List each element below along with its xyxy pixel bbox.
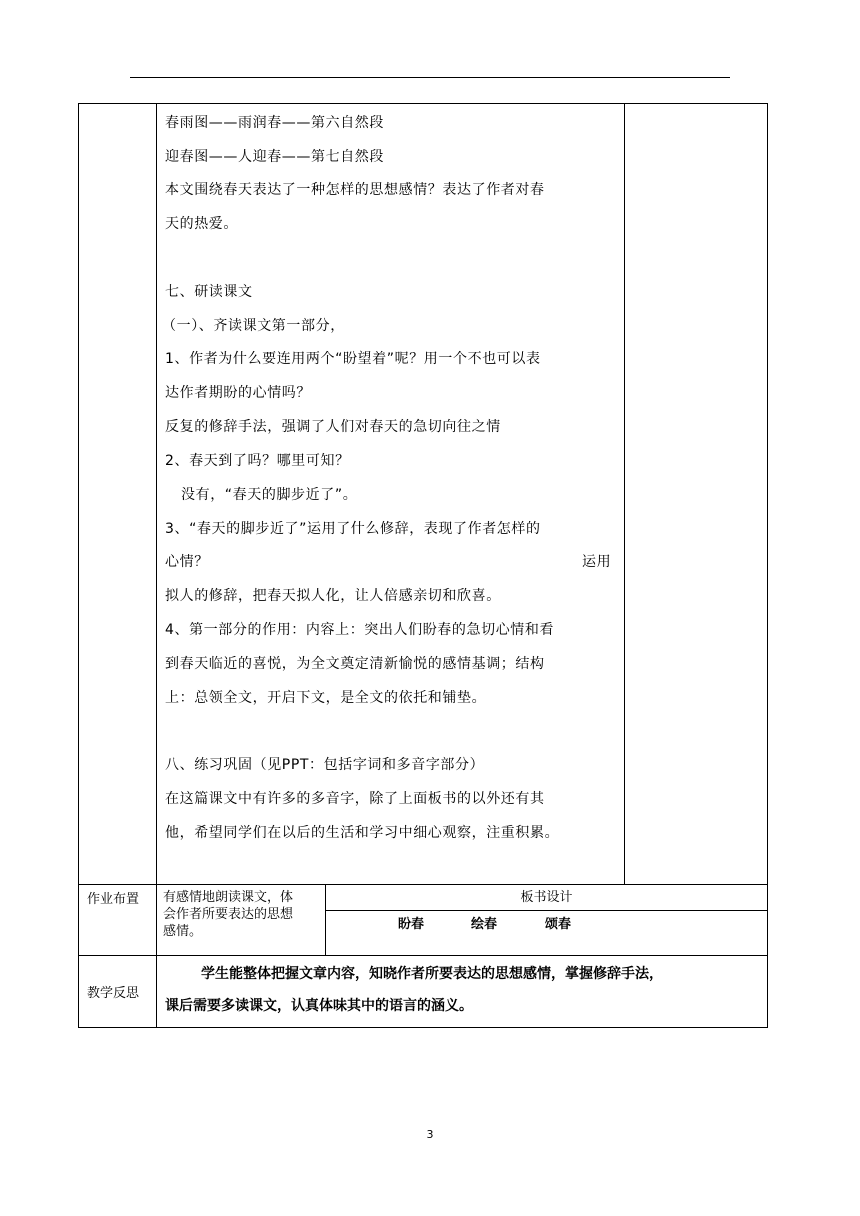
content-line: 在这篇课文中有许多的多音字，除了上面板书的以外还有其 xyxy=(165,791,545,807)
board-design-item: 颂春 xyxy=(545,917,572,932)
board-design-body-cell xyxy=(325,910,768,956)
homework-text-line: 感情。 xyxy=(163,924,203,939)
content-line: 4、第一部分的作用：内容上：突出人们盼春的急切心情和看 xyxy=(165,622,555,638)
section-heading: 八、练习巩固（见PPT：包括字词和多音字部分） xyxy=(165,757,485,773)
content-line: 运用 xyxy=(582,554,612,570)
content-line: 他，希望同学们在以后的生活和学习中细心观察，注重积累。 xyxy=(165,825,560,841)
content-line: 达作者期盼的心情吗？ xyxy=(165,385,311,401)
content-line: 拟人的修辞，把春天拟人化，让人倍感亲切和欣喜。 xyxy=(165,588,501,604)
homework-label-cell xyxy=(78,884,157,956)
content-line: 2、春天到了吗？哪里可知？ xyxy=(165,453,350,469)
content-line: 迎春图——人迎春——第七自然段 xyxy=(165,149,384,165)
content-line: 本文围绕春天表达了一种怎样的思想感情？表达了作者对春 xyxy=(165,182,545,198)
content-line: 没有，“春天的脚步近了”。 xyxy=(181,487,358,503)
board-design-item: 绘春 xyxy=(471,917,498,932)
board-design-item: 盼春 xyxy=(398,917,425,932)
reflection-line: 课后需要多读课文，认真体味其中的语言的涵义。 xyxy=(165,998,473,1014)
header-rule xyxy=(130,77,730,78)
content-line: 天的热爱。 xyxy=(165,216,238,232)
homework-text-line: 会作者所要表达的思想 xyxy=(163,907,294,922)
page-number: 3 xyxy=(426,1128,434,1141)
content-line: 春雨图——雨润春——第六自然段 xyxy=(165,115,384,131)
content-line: 反复的修辞手法，强调了人们对春天的急切向往之情 xyxy=(165,419,501,435)
board-design-title-cell xyxy=(325,884,768,911)
content-line: 1、作者为什么要连用两个“盼望着”呢？用一个不也可以表 xyxy=(165,351,541,367)
section-heading: 七、研读课文 xyxy=(165,284,253,300)
content-line: （一）、齐读课文第一部分， xyxy=(162,318,345,334)
homework-label: 作业布置 xyxy=(87,892,140,907)
homework-text-cell xyxy=(156,884,326,956)
homework-text-line: 有感情地朗读课文，体 xyxy=(163,890,294,905)
main-row-left-cell xyxy=(78,103,157,885)
content-line: 上：总领全文，开启下文，是全文的依托和铺垫。 xyxy=(165,690,487,706)
content-line: 到春天临近的喜悦，为全文奠定清新愉悦的感情基调；结构 xyxy=(165,656,545,672)
reflection-text-cell xyxy=(156,955,768,1028)
content-line: 3、“春天的脚步近了”运用了什么修辞，表现了作者怎样的 xyxy=(165,521,541,537)
reflection-label-cell xyxy=(78,955,157,1028)
board-design-title: 板书设计 xyxy=(520,890,573,905)
reflection-label: 教学反思 xyxy=(87,986,140,1001)
main-row-right-cell xyxy=(624,103,768,885)
reflection-line: 学生能整体把握文章内容，知晓作者所要表达的思想感情，掌握修辞手法， xyxy=(201,966,663,982)
content-line: 心情？ xyxy=(165,554,209,570)
